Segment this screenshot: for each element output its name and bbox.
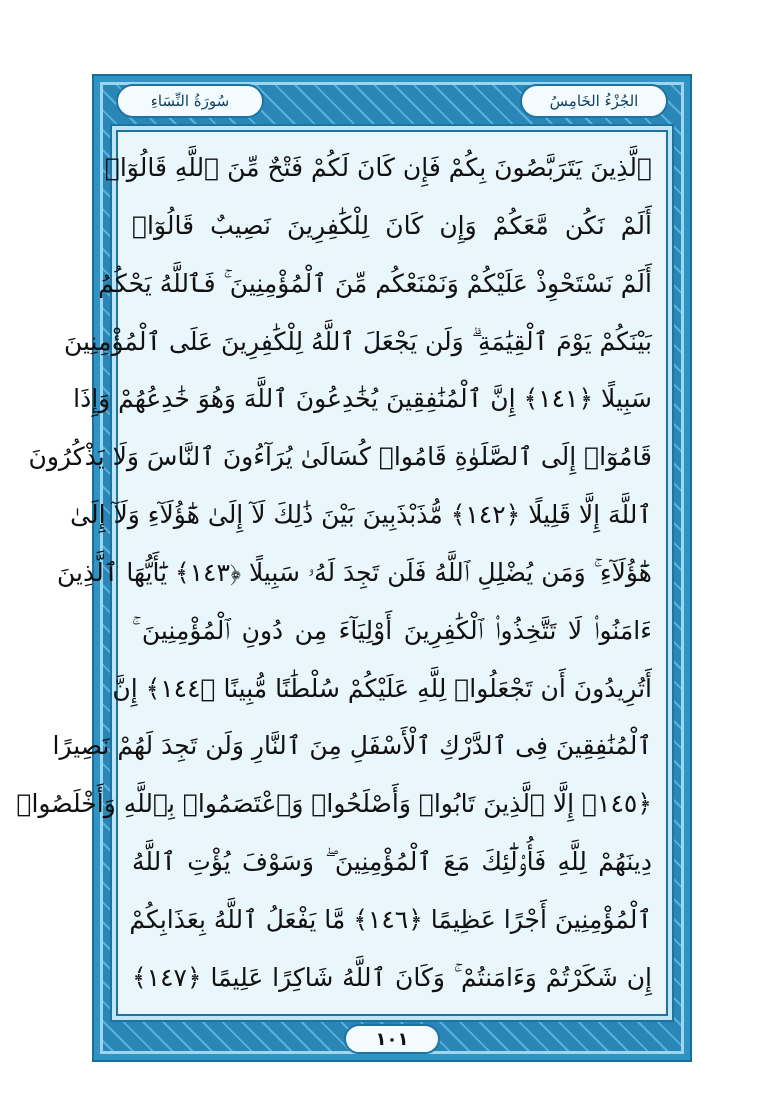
surah-title (116, 84, 264, 118)
verse-lines (16, 142, 652, 1004)
text-line: أَتُرِيدُونَ أَن تَجْعَلُوا۟ لِلَّهِ عَلَيْكُمْ سُلْطَٰنًا مُّبِينًا ﴿١٤٤﴾ إِنَّ (112, 673, 652, 703)
surah-label: سُورَةُ النِّسَاءِ (150, 92, 230, 110)
text-line: بَيْنَكُمْ يَوْمَ ٱلْقِيَٰمَةِ ۗ وَلَن يَجْعَلَ ٱللَّهُ لِلْكَٰفِرِينَ عَلَى ٱلْمُؤْمِنِينَ (63, 326, 652, 356)
text-line: سَبِيلًا ﴿١٤١﴾ إِنَّ ٱلْمُنَٰفِقِينَ يُخَٰدِعُونَ ٱللَّهَ وَهُوَ خَٰدِعُهُمْ وَإِذَا (73, 384, 652, 414)
page-number-badge (344, 1024, 440, 1054)
page-frame (16, 74, 692, 1062)
juz-label: الجُزْءُ الخَامِسُ (549, 92, 639, 110)
text-line: ٱللَّهَ إِلَّا قَلِيلًا ﴿١٤٢﴾ مُّذَبْذَبِينَ بَيْنَ ذَٰلِكَ لَآ إِلَىٰ هَٰٓؤُلَآءِ وَلَآ إِلَىٰ (70, 500, 652, 530)
text-line: أَلَمْ نَكُن مَّعَكُمْ وَإِن كَانَ لِلْكَٰفِرِينَ نَصِيبٌ قَالُوٓا۟ (132, 210, 652, 240)
text-line: ٱلْمُنَٰفِقِينَ فِى ٱلدَّرْكِ ٱلْأَسْفَلِ مِنَ ٱلنَّارِ وَلَن تَجِدَ لَهُمْ نَصِيرًا (52, 731, 652, 761)
text-line: أَلَمْ نَسْتَحْوِذْ عَلَيْكُمْ وَنَمْنَعْكُم مِّنَ ٱلْمُؤْمِنِينَ ۚ فَٱللَّهُ يَحْكُمُ (98, 268, 652, 298)
text-line: ٱلْمُؤْمِنِينَ أَجْرًا عَظِيمًا ﴿١٤٦﴾ مَّا يَفْعَلُ ٱللَّهُ بِعَذَابِكُمْ (129, 904, 652, 934)
text-line: دِينَهُمْ لِلَّهِ فَأُو۟لَٰٓئِكَ مَعَ ٱلْمُؤْمِنِينَ ۖ وَسَوْفَ يُؤْتِ ٱللَّهُ (132, 847, 652, 877)
text-line: ءَامَنُوا۟ لَا تَتَّخِذُوا۟ ٱلْكَٰفِرِينَ أَوْلِيَآءَ مِن دُونِ ٱلْمُؤْمِنِينَ ۚ (132, 615, 652, 645)
text-line: قَامُوٓا۟ إِلَى ٱلصَّلَوٰةِ قَامُوا۟ كُسَالَىٰ يُرَآءُونَ ٱلنَّاسَ وَلَا يَذْكُرُونَ (28, 442, 652, 472)
text-line: ﴿١٤٥﴾ إِلَّا ٱلَّذِينَ تَابُوا۟ وَأَصْلَحُوا۟ وَٱعْتَصَمُوا۟ بِٱللَّهِ وَأَخْلَصُوا۟ (16, 789, 652, 819)
text-line: ٱلَّذِينَ يَتَرَبَّصُونَ بِكُمْ فَإِن كَانَ لَكُمْ فَتْحٌ مِّنَ ٱللَّهِ قَالُوٓا۟ (104, 153, 652, 182)
text-area (16, 130, 668, 1016)
text-line: إِن شَكَرْتُمْ وَءَامَنتُمْ ۚ وَكَانَ ٱللَّهُ شَاكِرًا عَلِيمًا ﴿١٤٧﴾ (132, 962, 652, 992)
juz-title (520, 84, 668, 118)
text-line: هَٰٓؤُلَآءِ ۚ وَمَن يُضْلِلِ ٱللَّهُ فَلَن تَجِدَ لَهُۥ سَبِيلًا ﴿١٤٣﴾ يَٰٓأَيُّهَا ٱلَّذِينَ (57, 557, 652, 587)
page-number: ١٠١ (375, 1028, 409, 1050)
